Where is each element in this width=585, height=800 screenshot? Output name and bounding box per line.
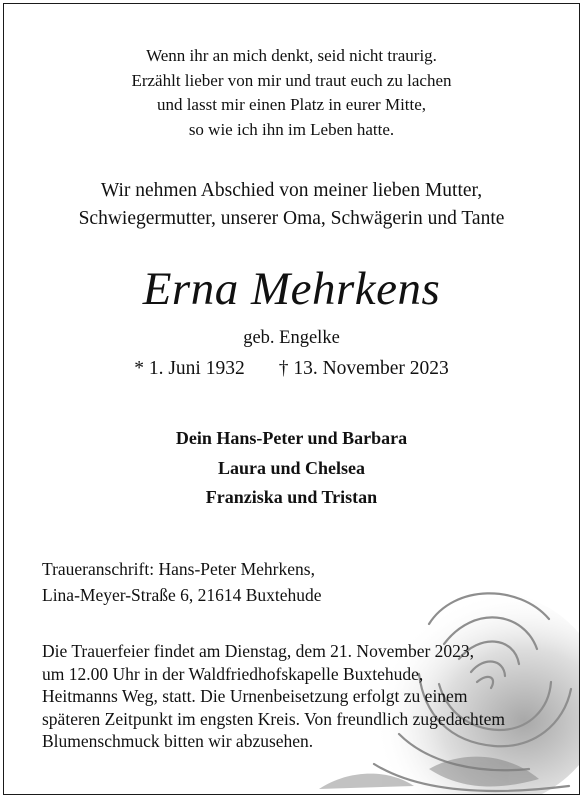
obituary-card <box>3 3 580 795</box>
birth-date: * 1. Juni 1932 <box>134 358 245 379</box>
address-line: Traueranschrift: Hans-Peter Mehrkens, <box>42 559 315 579</box>
life-dates <box>4 356 579 382</box>
funeral-line: Heitmanns Weg, statt. Die Urnenbeisetzung erfolgt zu einem <box>42 686 468 706</box>
poem-line: so wie ich ihn im Leben hatte. <box>188 119 395 139</box>
poem-line: Wenn ihr an mich denkt, seid nicht traurig. <box>146 46 437 65</box>
mourners-list <box>4 424 579 513</box>
mourner-line: Dein Hans-Peter und Barbara <box>175 428 408 448</box>
funeral-line: Blumenschmuck bitten wir abzusehen. <box>42 731 314 751</box>
funeral-line: späteren Zeitpunkt im engsten Kreis. Von freundlich zugedachtem <box>42 708 505 729</box>
deceased-name: Erna Mehrkens <box>142 263 441 315</box>
mourner-line: Laura und Chelsea <box>217 457 366 478</box>
mourner-line: Franziska und Tristan <box>205 487 378 507</box>
funeral-line: um 12.00 Uhr in der Waldfriedhofskapelle Buxtehude, <box>42 663 424 684</box>
funeral-notice <box>42 640 580 753</box>
farewell-intro <box>4 177 579 233</box>
poem <box>4 44 579 142</box>
address-line: Lina-Meyer-Straße 6, 21614 Buxtehude <box>42 584 322 605</box>
intro-line: Schwiegermutter, unserer Oma, Schwägerin und Tante <box>78 208 505 229</box>
poem-line: Erzählt lieber von mir und traut euch zu lachen <box>131 70 452 90</box>
intro-line: Wir nehmen Abschied von meiner lieben Mutter, <box>100 180 483 201</box>
maiden-name: geb. Engelke <box>243 328 340 348</box>
death-date: † 13. November 2023 <box>278 358 449 379</box>
funeral-line: Die Trauerfeier findet am Dienstag, dem 21. November 2023, <box>42 641 475 661</box>
poem-line: und lasst mir einen Platz in eurer Mitte, <box>156 95 427 114</box>
